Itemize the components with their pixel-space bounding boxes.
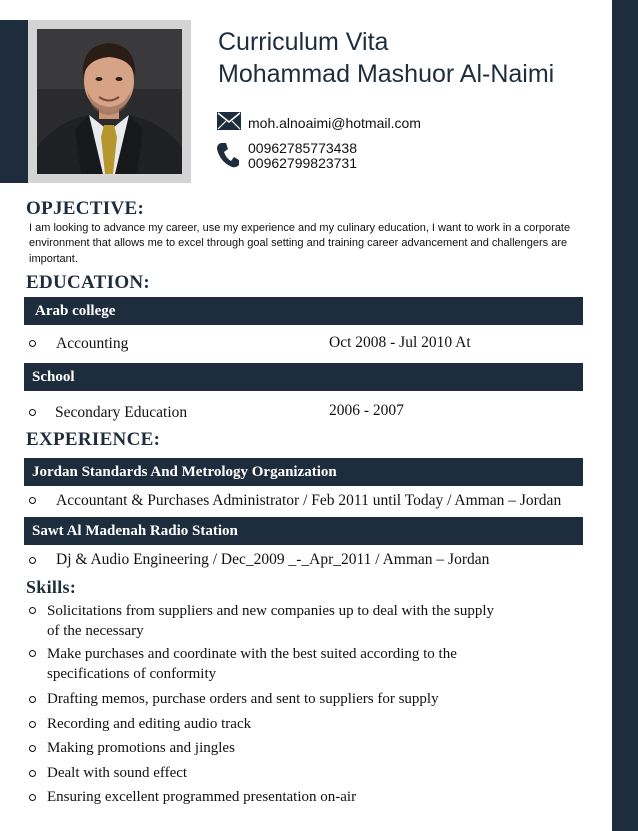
bullet-icon	[29, 794, 36, 801]
right-decorative-bar	[612, 0, 638, 831]
bullet-icon	[29, 409, 36, 416]
phone-number-2[interactable]: 00962799823731	[248, 155, 358, 171]
skill-item: Solicitations from suppliers and new companies up to deal with the supply of the necessary	[47, 603, 495, 639]
bullet-icon	[29, 721, 36, 728]
skills-heading: Skills:	[26, 577, 77, 597]
bullet-icon	[29, 696, 36, 703]
experience-detail: Accountant & Purchases Administrator / Feb 2011 until Today / Amman – Jordan	[56, 492, 562, 509]
skill-item: Making promotions and jingles	[47, 740, 235, 756]
phone-number-1[interactable]: 00962785773438	[248, 140, 358, 156]
envelope-icon	[217, 112, 241, 130]
experience-employer-bar: Sawt Al Madenah Radio Station	[24, 517, 583, 545]
bullet-icon	[29, 770, 36, 777]
education-period: 2006 - 2007	[329, 402, 404, 419]
education-institution-bar: School	[24, 363, 583, 391]
profile-photo	[37, 29, 182, 174]
bullet-icon	[29, 607, 36, 614]
skill-item: Recording and editing audio track	[47, 716, 252, 732]
skill-item: Ensuring excellent programmed presentation on-air	[47, 789, 357, 805]
email-address[interactable]: moh.alnoaimi@hotmail.com	[248, 115, 421, 131]
skill-item: Dealt with sound effect	[47, 765, 188, 781]
experience-employer-bar: Jordan Standards And Metrology Organization	[24, 458, 583, 486]
experience-detail: Dj & Audio Engineering / Dec_2009 _-_Apr_2011 / Amman – Jordan	[56, 551, 490, 568]
objective-heading: OPJECTIVE:	[26, 198, 145, 219]
skill-item: Make purchases and coordinate with the best suited according to the specifications of conformity	[47, 646, 457, 682]
left-accent-block	[0, 20, 28, 183]
education-program: Secondary Education	[55, 404, 188, 421]
bullet-icon	[29, 497, 36, 504]
bullet-icon	[29, 557, 36, 564]
bullet-icon	[29, 745, 36, 752]
education-heading: EDUCATION:	[26, 272, 151, 293]
education-institution-bar: Arab college	[24, 297, 583, 325]
document-title: Curriculum Vita	[218, 28, 389, 56]
education-program: Accounting	[56, 335, 129, 352]
phone-icon	[216, 142, 240, 168]
experience-heading: EXPERIENCE:	[26, 429, 161, 450]
person-name: Mohammad Mashuor Al-Naimi	[218, 60, 555, 88]
skill-item: Drafting memos, purchase orders and sent to suppliers for supply	[47, 691, 439, 707]
objective-text: I am looking to advance my career, use my experience and my culinary education, I want to work in a corporate environment that allows me to excel through goal setting and training career advancement and challengers are important.	[29, 222, 571, 265]
bullet-icon	[29, 340, 36, 347]
bullet-icon	[29, 650, 36, 657]
education-period: Oct 2008 - Jul 2010 At	[329, 334, 471, 351]
